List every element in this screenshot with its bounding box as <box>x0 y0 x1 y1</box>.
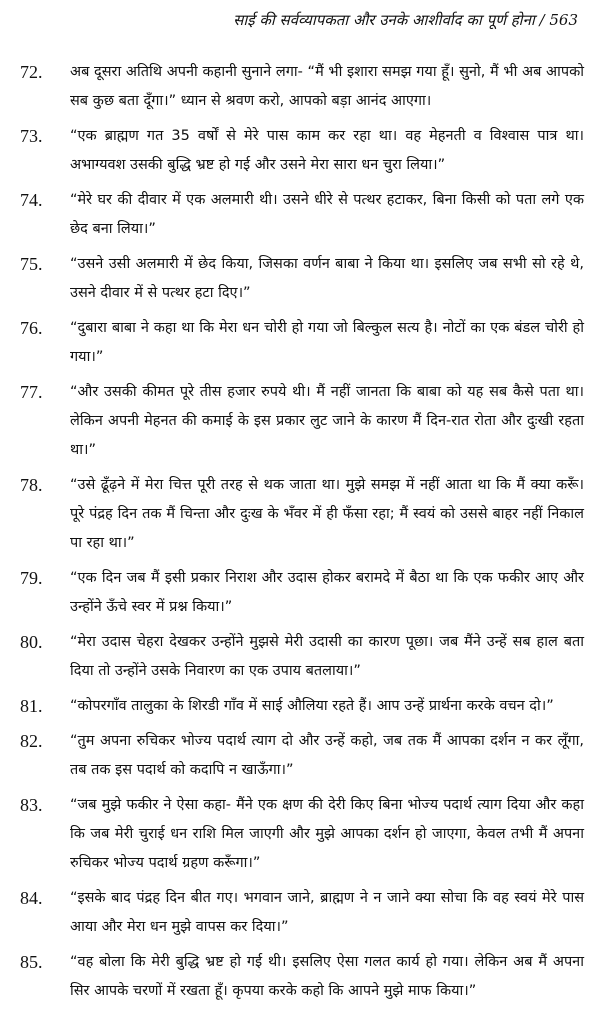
verse-72 <box>20 58 584 116</box>
verse-text: “मेरा उदास चेहरा देखकर उन्होंने मुझसे मेरी उदासी का कारण पूछा। जब मैंने उन्हें सब हाल बता दिया तो उन्होंने उसके निवारण का एक उपाय बतलाया।” <box>70 634 584 679</box>
verse-number: 79. <box>20 568 43 588</box>
verse-85 <box>20 948 584 1006</box>
verse-83 <box>20 791 584 878</box>
verse-text: “वह बोला कि मेरी बुद्धि भ्रष्ट हो गई थी। इसलिए ऐसा गलत कार्य हो गया। लेकिन अब मैं अपना सिर आपके चरणों में रखता हूँ। कृपया करके कहो कि आपने मुझे माफ किया।” <box>70 954 584 999</box>
verse-78 <box>20 471 584 558</box>
verse-number: 76. <box>20 318 43 338</box>
verse-text: “एक दिन जब मैं इसी प्रकार निराश और उदास होकर बरामदे में बैठा था कि एक फकीर आए और उन्होंने ऊँचे स्वर में प्रश्न किया।” <box>70 570 584 615</box>
verse-74 <box>20 186 584 244</box>
verse-number: 73. <box>20 126 43 146</box>
verse-text: “कोपरगाँव तालुका के शिरडी गाँव में साई औलिया रहते हैं। आप उन्हें प्रार्थना करके वचन दो।” <box>70 698 554 714</box>
running-header: साई की सर्वव्यापकता और उनके आशीर्वाद का पूर्ण होना / 563 <box>233 11 578 29</box>
verse-text: “इसके बाद पंद्रह दिन बीत गए। भगवान जाने, ब्राह्मण ने न जाने क्या सोचा कि वह स्वयं मेरे पास आया और मेरा धन मुझे वापस कर दिया।” <box>70 890 584 935</box>
verse-text: “और उसकी कीमत पूरे तीस हजार रुपये थी। मैं नहीं जानता कि बाबा को यह सब कैसे पता था। लेकिन अपनी मेहनत की कमाई के इस प्रकार लुट जाने के कारण मैं दिन-रात रोता और दुःखी रहता था।” <box>70 384 584 458</box>
verse-text: “मेरे घर की दीवार में एक अलमारी थी। उसने धीरे से पत्थर हटाकर, बिना किसी को पता लगे एक छेद बना लिया।” <box>70 192 584 237</box>
verse-text: “उसे ढूँढ़ने में मेरा चित्त पूरी तरह से थक जाता था। मुझे समझ में नहीं आता था कि मैं क्या करूँ। पूरे पंद्रह दिन तक मैं चिन्ता और दुःख के भँवर में ही फँसा रहा; मैं स्वयं को उससे बाहर नहीं निकाल पा रहा था।” <box>70 477 584 551</box>
verse-text: “दुबारा बाबा ने कहा था कि मेरा धन चोरी हो गया जो बिल्कुल सत्य है। नोटों का एक बंडल चोरी हो गया।” <box>70 320 584 365</box>
verse-82 <box>20 727 584 785</box>
verse-75 <box>20 250 584 308</box>
verse-text: “तुम अपना रुचिकर भोज्य पदार्थ त्याग दो और उन्हें कहो, जब तक मैं आपका दर्शन न कर लूँगा, तब तक इस पदार्थ को कदापि न खाऊँगा।” <box>70 733 584 778</box>
verse-text: अब दूसरा अतिथि अपनी कहानी सुनाने लगा- “मैं भी इशारा समझ गया हूँ। सुनो, मैं भी अब आपको सब कुछ बता दूँगा।” ध्यान से श्रवण करो, आपको बड़ा आनंद आएगा। <box>70 64 584 109</box>
verse-76 <box>20 314 584 372</box>
verse-number: 84. <box>20 888 43 908</box>
verse-number: 80. <box>20 632 43 652</box>
verse-73 <box>20 122 584 180</box>
verse-text: “एक ब्राह्मण गत 35 वर्षों से मेरे पास काम कर रहा था। वह मेहनती व विश्वास पात्र था। अभाग्यवश उसकी बुद्धि भ्रष्ट हो गई और उसने मेरा सारा धन चुरा लिया।” <box>70 128 584 173</box>
verse-number: 81. <box>20 696 43 716</box>
verse-number: 85. <box>20 952 43 972</box>
verse-77 <box>20 378 584 465</box>
verse-number: 78. <box>20 475 43 495</box>
verse-number: 83. <box>20 795 43 815</box>
verse-text: “उसने उसी अलमारी में छेद किया, जिसका वर्णन बाबा ने किया था। इसलिए जब सभी सो रहे थे, उसने दीवार में से पत्थर हटा दिए।” <box>70 256 584 301</box>
verse-text: “जब मुझे फकीर ने ऐसा कहा- मैंने एक क्षण की देरी किए बिना भोज्य पदार्थ त्याग दिया और कहा कि जब मेरी चुराई धन राशि मिल जाएगी और मुझे आपका दर्शन हो जाएगा, केवल तभी मैं अपना रुचिकर भोज्य पदार्थ ग्रहण करूँगा।” <box>70 797 584 871</box>
verse-number: 75. <box>20 254 43 274</box>
verse-number: 82. <box>20 731 43 751</box>
verse-number: 74. <box>20 190 43 210</box>
verse-number: 77. <box>20 382 43 402</box>
verse-81 <box>20 692 584 721</box>
verse-80 <box>20 628 584 686</box>
verse-79 <box>20 564 584 622</box>
verse-number: 72. <box>20 62 43 82</box>
verse-list <box>20 58 584 1012</box>
verse-84 <box>20 884 584 942</box>
